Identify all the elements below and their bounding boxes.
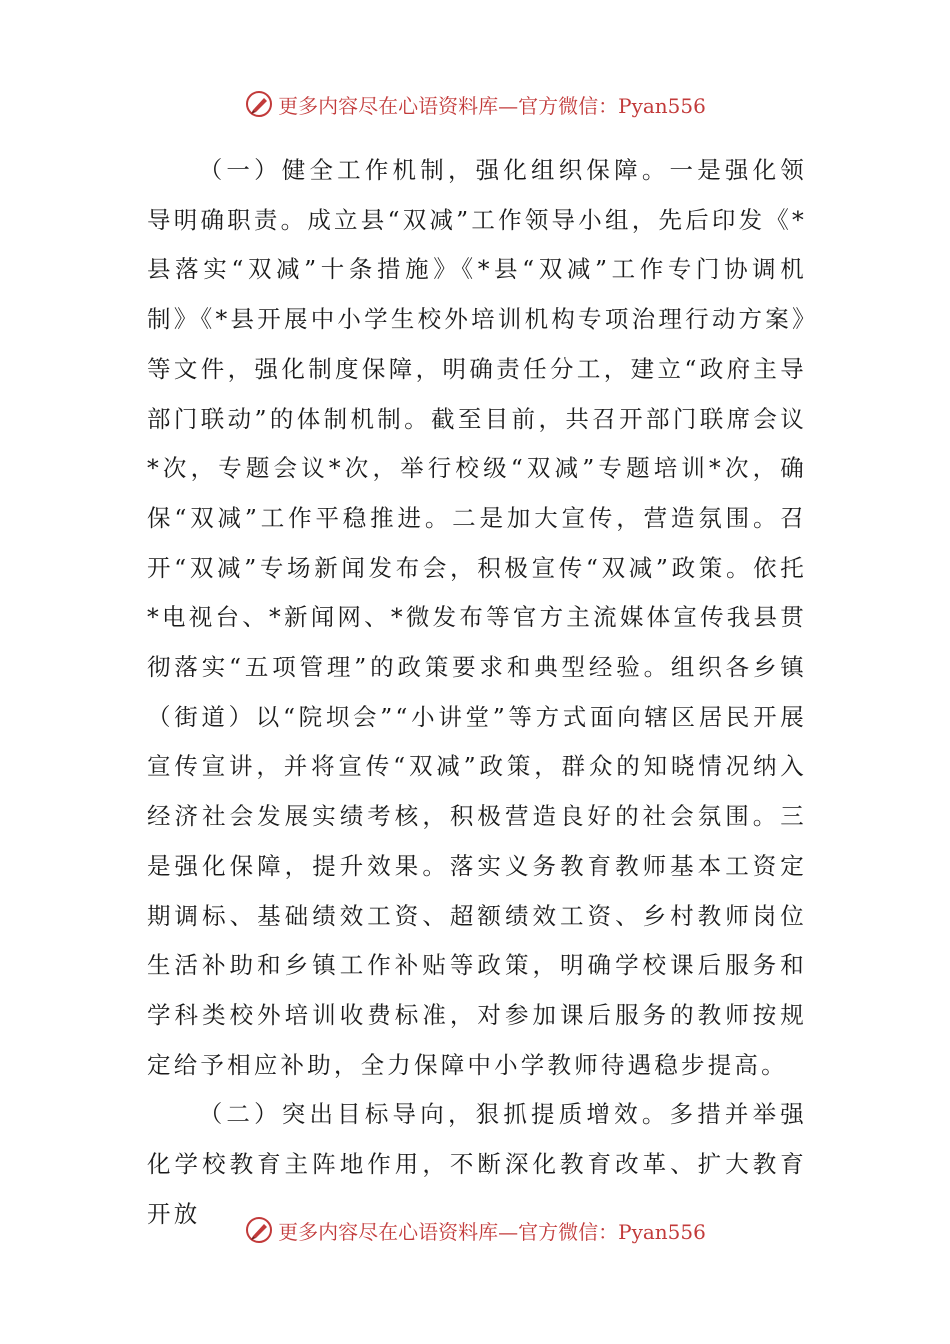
- red-pen-circle-icon: [244, 89, 274, 119]
- header-banner: [0, 84, 950, 124]
- footer-banner-text: 更多内容尽在心语资料库—官方微信：Pyan556: [278, 1219, 706, 1244]
- paragraph-2: （二）突出目标导向，狠抓提质增效。多措并举强化学校教育主阵地作用，不断深化教育改革、扩大教育开放: [147, 1100, 807, 1228]
- document-body: [147, 146, 807, 1239]
- header-banner-text: 更多内容尽在心语资料库—官方微信：Pyan556: [278, 93, 706, 118]
- footer-banner: [0, 1210, 950, 1250]
- paragraph-1: （一）健全工作机制，强化组织保障。一是强化领导明确职责。成立县“双减”工作领导小组，先后印发《*县落实“双减”十条措施》《*县“双减”工作专门协调机制》《*县开展中小学生校外培训机构专项治理行动方案》等文件，强化制度保障，明确责任分工，建立“政府主导部门联动”的体制机制。截至目前，共召开部门联席会议*次，专题会议*次，举行校级“双减”专题培训*次，确保“双减”工作平稳推进。二是加大宣传，营造氛围。召开“双减”专场新闻发布会，积极宣传“双减”政策。依托*电视台、*新闻网、*微发布等官方主流媒体宣传我县贯彻落实“五项管理”的政策要求和典型经验。组织各乡镇（街道）以“院坝会”“小讲堂”等方式面向辖区居民开展宣传宣讲，并将宣传“双减”政策，群众的知晓情况纳入经济社会发展实绩考核，积极营造良好的社会氛围。三是强化保障，提升效果。落实义务教育教师基本工资定期调标、基础绩效工资、超额绩效工资、乡村教师岗位生活补助和乡镇工作补贴等政策，明确学校课后服务和学科类校外培训收费标准，对参加课后服务的教师按规定给予相应补助，全力保障中小学教师待遇稳步提高。: [147, 156, 807, 1079]
- red-pen-circle-icon: [244, 1215, 274, 1245]
